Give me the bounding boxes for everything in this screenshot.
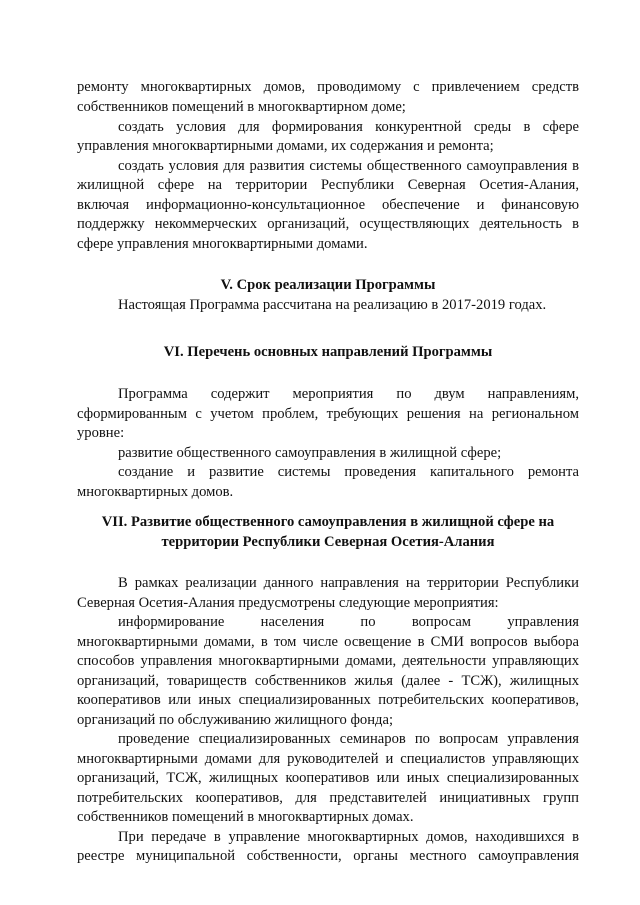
paragraph-line: создание и развитие системы проведения капитального ремонта [118,464,579,480]
paragraph-line: многоквартирными домами, в том числе освещение в СМИ вопросов выбора [77,634,579,650]
section-heading: VI. Перечень основных направлений Программы [163,344,493,360]
paragraph-line: организаций, ТСЖ, жилищных кооперативов или иных специализированных [77,770,579,786]
paragraph-line: создать условия для формирования конкурентной среды в сфере [118,119,579,135]
paragraph-line: сформированным с учетом проблем, требующих решения на региональном [77,406,579,422]
paragraph-line: управления многоквартирными домами, их содержания и ремонта; [77,138,494,154]
paragraph-line: Северная Осетия-Алания предусмотрены следующие мероприятия: [77,595,499,611]
paragraph-line: сфере управления многоквартирными домами. [77,236,368,252]
paragraph-line: Настоящая Программа рассчитана на реализацию в 2017-2019 годах. [118,297,547,313]
paragraph-line: жилищной сфере на территории Республики Северная Осетия-Алания, [77,177,579,193]
paragraph-line: организаций, товариществ собственников жилья (далее - ТСЖ), жилищных [77,673,579,689]
paragraph-line: многоквартирными домами для руководителей и специалистов управляющих [77,751,579,767]
paragraph-line: создать условия для развития системы общественного самоуправления в [118,158,579,174]
paragraph-line: Программа содержит мероприятия по двум направлениям, [118,386,579,402]
paragraph-line: потребительских кооперативов, для представителей инициативных групп [77,790,579,806]
paragraph-line: кооперативов или иных специализированных потребительских кооперативов, [77,692,579,708]
paragraph-line: В рамках реализации данного направления на территории Республики [118,575,579,591]
section-heading: VII. Развитие общественного самоуправления в жилищной сфере на [101,514,555,530]
paragraph-line: многоквартирных домов. [77,484,234,500]
paragraph-line: собственников помещений в многоквартирном доме; [77,99,406,115]
paragraph-line: включая информационно-консультационное обеспечение и финансовую [77,197,579,213]
paragraph-line: поддержку некоммерческих организаций, осуществляющих деятельность в [77,216,579,232]
paragraph-line: развитие общественного самоуправления в жилищной сфере; [118,445,502,461]
paragraph-line: собственников помещений в многоквартирных домах. [77,809,414,825]
paragraph-line: реестре муниципальной собственности, органы местного самоуправления [77,848,579,864]
paragraph-line: способов управления многоквартирными домами, деятельности управляющих [77,653,579,669]
paragraph-line: информирование населения по вопросам управления [118,614,579,630]
paragraph-line: проведение специализированных семинаров по вопросам управления [118,731,579,747]
paragraph-line: ремонту многоквартирных домов, проводимому с привлечением средств [77,79,579,95]
section-heading: территории Республики Северная Осетия-Алания [161,534,495,550]
paragraph-line: организаций по обслуживанию жилищного фонда; [77,712,393,728]
paragraph-line: При передаче в управление многоквартирных домов, находившихся в [118,829,579,845]
paragraph-line: уровне: [77,425,125,441]
section-heading: V. Срок реализации Программы [220,277,436,293]
